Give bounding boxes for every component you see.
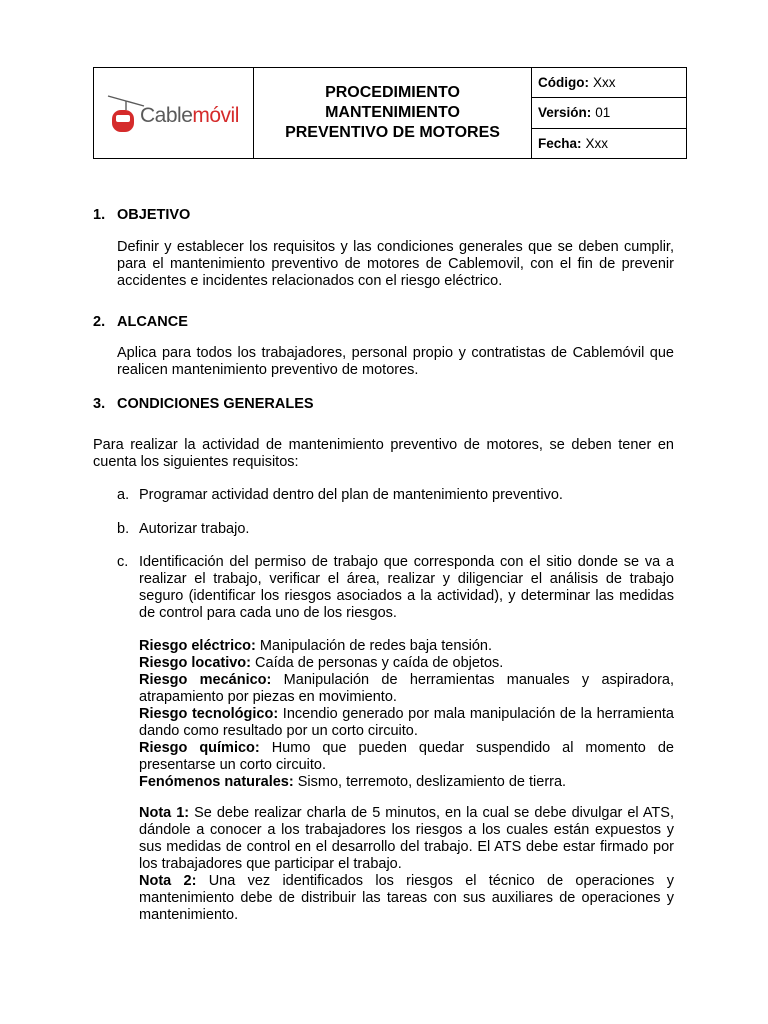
- objetivo-paragraph: Definir y establecer los requisitos y las condiciones generales que se deben cumplir, para el mantenimiento preventivo de motores de Cablemovil, con el fin de prevenir accidentes e incidentes relacionados con el riesgo eléctrico.: [117, 239, 674, 289]
- list-item: b. Autorizar trabajo.: [117, 521, 250, 537]
- note-1: Nota 1: Se debe realizar charla de 5 minutos, en la cual se debe divulgar el ATS, dándole a conocer a los trabajadores los riesgos a los cuales están expuestos y sus medidas de control en el desarrollo del trabajo. El ATS debe estar firmado por los trabajadores que participar el trabajo.: [139, 805, 674, 872]
- risk-electrico: Riesgo eléctrico: Manipulación de redes baja tensión.: [139, 638, 493, 654]
- risks-list: [139, 638, 674, 791]
- codigo-row: Código: Xxx: [532, 68, 686, 98]
- section-heading-condiciones: 3. CONDICIONES GENERALES: [93, 396, 314, 412]
- risk-locativo: Riesgo locativo: Caída de personas y caída de objetos.: [139, 655, 504, 671]
- title-line-1: PROCEDIMIENTO: [325, 84, 460, 101]
- document-title: [254, 68, 532, 158]
- list-item: c. Identificación del permiso de trabajo que corresponda con el sitio donde se va a realizar el trabajo, verificar el área, realizar y diligenciar el análisis de trabajo seguro (identificar los riesgos asociados a la actividad), y determinar las medidas de control para cada uno de los riesgos.: [117, 554, 674, 621]
- risk-tecnologico: Riesgo tecnológico: Incendio generado por mala manipulación de la herramienta dando como resultado por un corto circuito.: [139, 706, 674, 739]
- cablemovil-logo: [106, 94, 246, 138]
- title-line-3: PREVENTIVO DE MOTORES: [285, 124, 500, 141]
- note-2: Nota 2: Una vez identificados los riesgos el técnico de operaciones y mantenimiento debe de distribuir las tareas con sus auxiliares de operaciones y mantenimiento.: [139, 873, 674, 923]
- logo-wordmark: Cablemóvil: [140, 104, 239, 127]
- version-row: Versión: 01: [532, 98, 686, 128]
- risk-mecanico: Riesgo mecánico: Manipulación de herramientas manuales y aspiradora, atrapamiento por piezas en movimiento.: [139, 672, 675, 705]
- risk-quimico: Riesgo químico: Humo que pueden quedar suspendido al momento de presentarse un corto circuito.: [139, 740, 674, 773]
- risk-naturales: Fenómenos naturales: Sismo, terremoto, deslizamiento de tierra.: [139, 774, 567, 790]
- fecha-row: Fecha: Xxx: [538, 135, 609, 151]
- title-line-2: MANTENIMIENTO: [325, 104, 460, 121]
- codigo-value: Xxx: [592, 75, 616, 91]
- alcance-paragraph: Aplica para todos los trabajadores, personal propio y contratistas de Cablemóvil que realicen mantenimiento preventivo de motores.: [117, 345, 674, 378]
- section-heading-alcance: 2. ALCANCE: [93, 314, 188, 330]
- version-value: 01: [595, 105, 611, 121]
- notes-block: [139, 805, 674, 924]
- list-item: a. Programar actividad dentro del plan de mantenimiento preventivo.: [117, 487, 563, 503]
- document-header-table: [93, 67, 687, 159]
- section-heading-objetivo: 1. OBJETIVO: [93, 207, 191, 223]
- condiciones-intro: Para realizar la actividad de mantenimiento preventivo de motores, se deben tener en cuenta los siguientes requisitos:: [93, 437, 674, 470]
- fecha-value: Xxx: [585, 135, 609, 151]
- metadata-cell: [532, 68, 686, 158]
- logo-cell: [94, 68, 254, 158]
